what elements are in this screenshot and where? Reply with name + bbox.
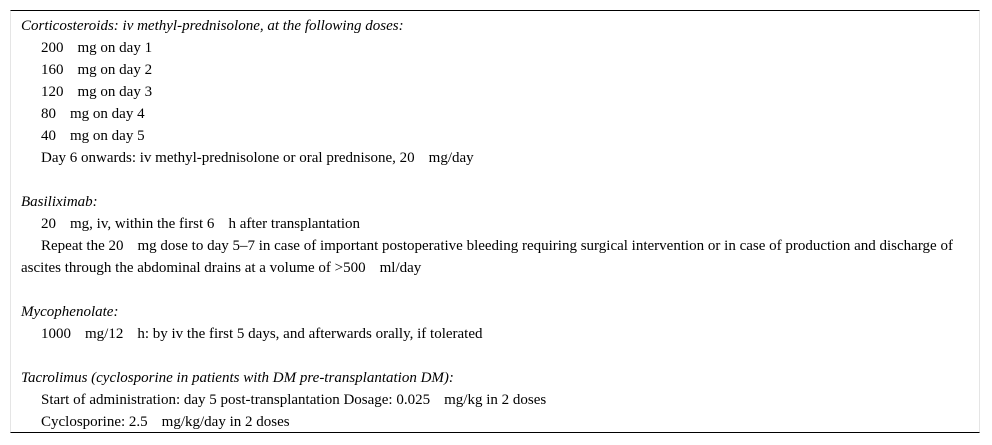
dose-value: 200	[41, 40, 64, 56]
basiliximab-heading: Basiliximab:	[21, 194, 98, 210]
corticosteroids-dose-2	[21, 59, 971, 81]
spacer	[21, 345, 971, 367]
basiliximab-line-2	[21, 235, 971, 279]
repeat-body: mg dose to day 5–7 in case of important postoperative bleeding requiring surgical intervention or in case of production and discharge of ascites through the abdominal drains at a volume of >500	[21, 238, 953, 276]
dose-unit: mg/12	[85, 326, 124, 342]
repeat-unit: ml/day	[379, 260, 422, 276]
corticosteroids-day6	[21, 147, 971, 169]
tacrolimus-line-2	[21, 411, 971, 433]
day6-unit: mg/day	[428, 150, 474, 166]
dose-value: 40	[41, 128, 56, 144]
tacrolimus-line-1	[21, 389, 971, 411]
corticosteroids-dose-3	[21, 81, 971, 103]
spacer	[21, 279, 971, 301]
dose-text: mg on day 4	[70, 106, 145, 122]
corticosteroids-dose-5	[21, 125, 971, 147]
dose-text: h: by iv the first 5 days, and afterwards orally, if tolerated	[137, 326, 483, 342]
mycophenolate-heading: Mycophenolate:	[21, 304, 119, 320]
tacrolimus-heading: Tacrolimus (cyclosporine in patients with DM pre-transplantation DM):	[21, 370, 454, 386]
dose-unit: mg/kg/day in 2 doses	[161, 414, 290, 430]
dose-text-tail: h after transplantation	[228, 216, 361, 232]
dose-text: mg on day 2	[77, 62, 153, 78]
dose-value: 120	[41, 84, 64, 100]
dose-text: mg on day 1	[77, 40, 153, 56]
repeat-text: Repeat the 20	[41, 238, 124, 254]
basiliximab-line-1	[21, 213, 971, 235]
dose-text: mg on day 3	[77, 84, 153, 100]
spacer	[21, 169, 971, 191]
dose-unit: mg/kg in 2 doses	[444, 392, 547, 408]
corticosteroids-dose-1	[21, 37, 971, 59]
dose-text: mg, iv, within the first 6	[70, 216, 215, 232]
dose-text: Start of administration: day 5 post-transplantation Dosage: 0.025	[41, 392, 431, 408]
day6-text: Day 6 onwards: iv methyl-prednisolone or oral prednisone, 20	[41, 150, 415, 166]
corticosteroids-heading: Corticosteroids: iv methyl-prednisolone, at the following doses:	[21, 18, 404, 34]
immunosuppression-table	[10, 10, 980, 433]
table-cell	[21, 15, 971, 433]
dose-text: mg on day 5	[70, 128, 145, 144]
dose-text: Cyclosporine: 2.5	[41, 414, 148, 430]
dose-value: 1000	[41, 326, 71, 342]
mycophenolate-line-1	[21, 323, 971, 345]
dose-value: 20	[41, 216, 56, 232]
corticosteroids-dose-4	[21, 103, 971, 125]
dose-value: 160	[41, 62, 64, 78]
dose-value: 80	[41, 106, 56, 122]
